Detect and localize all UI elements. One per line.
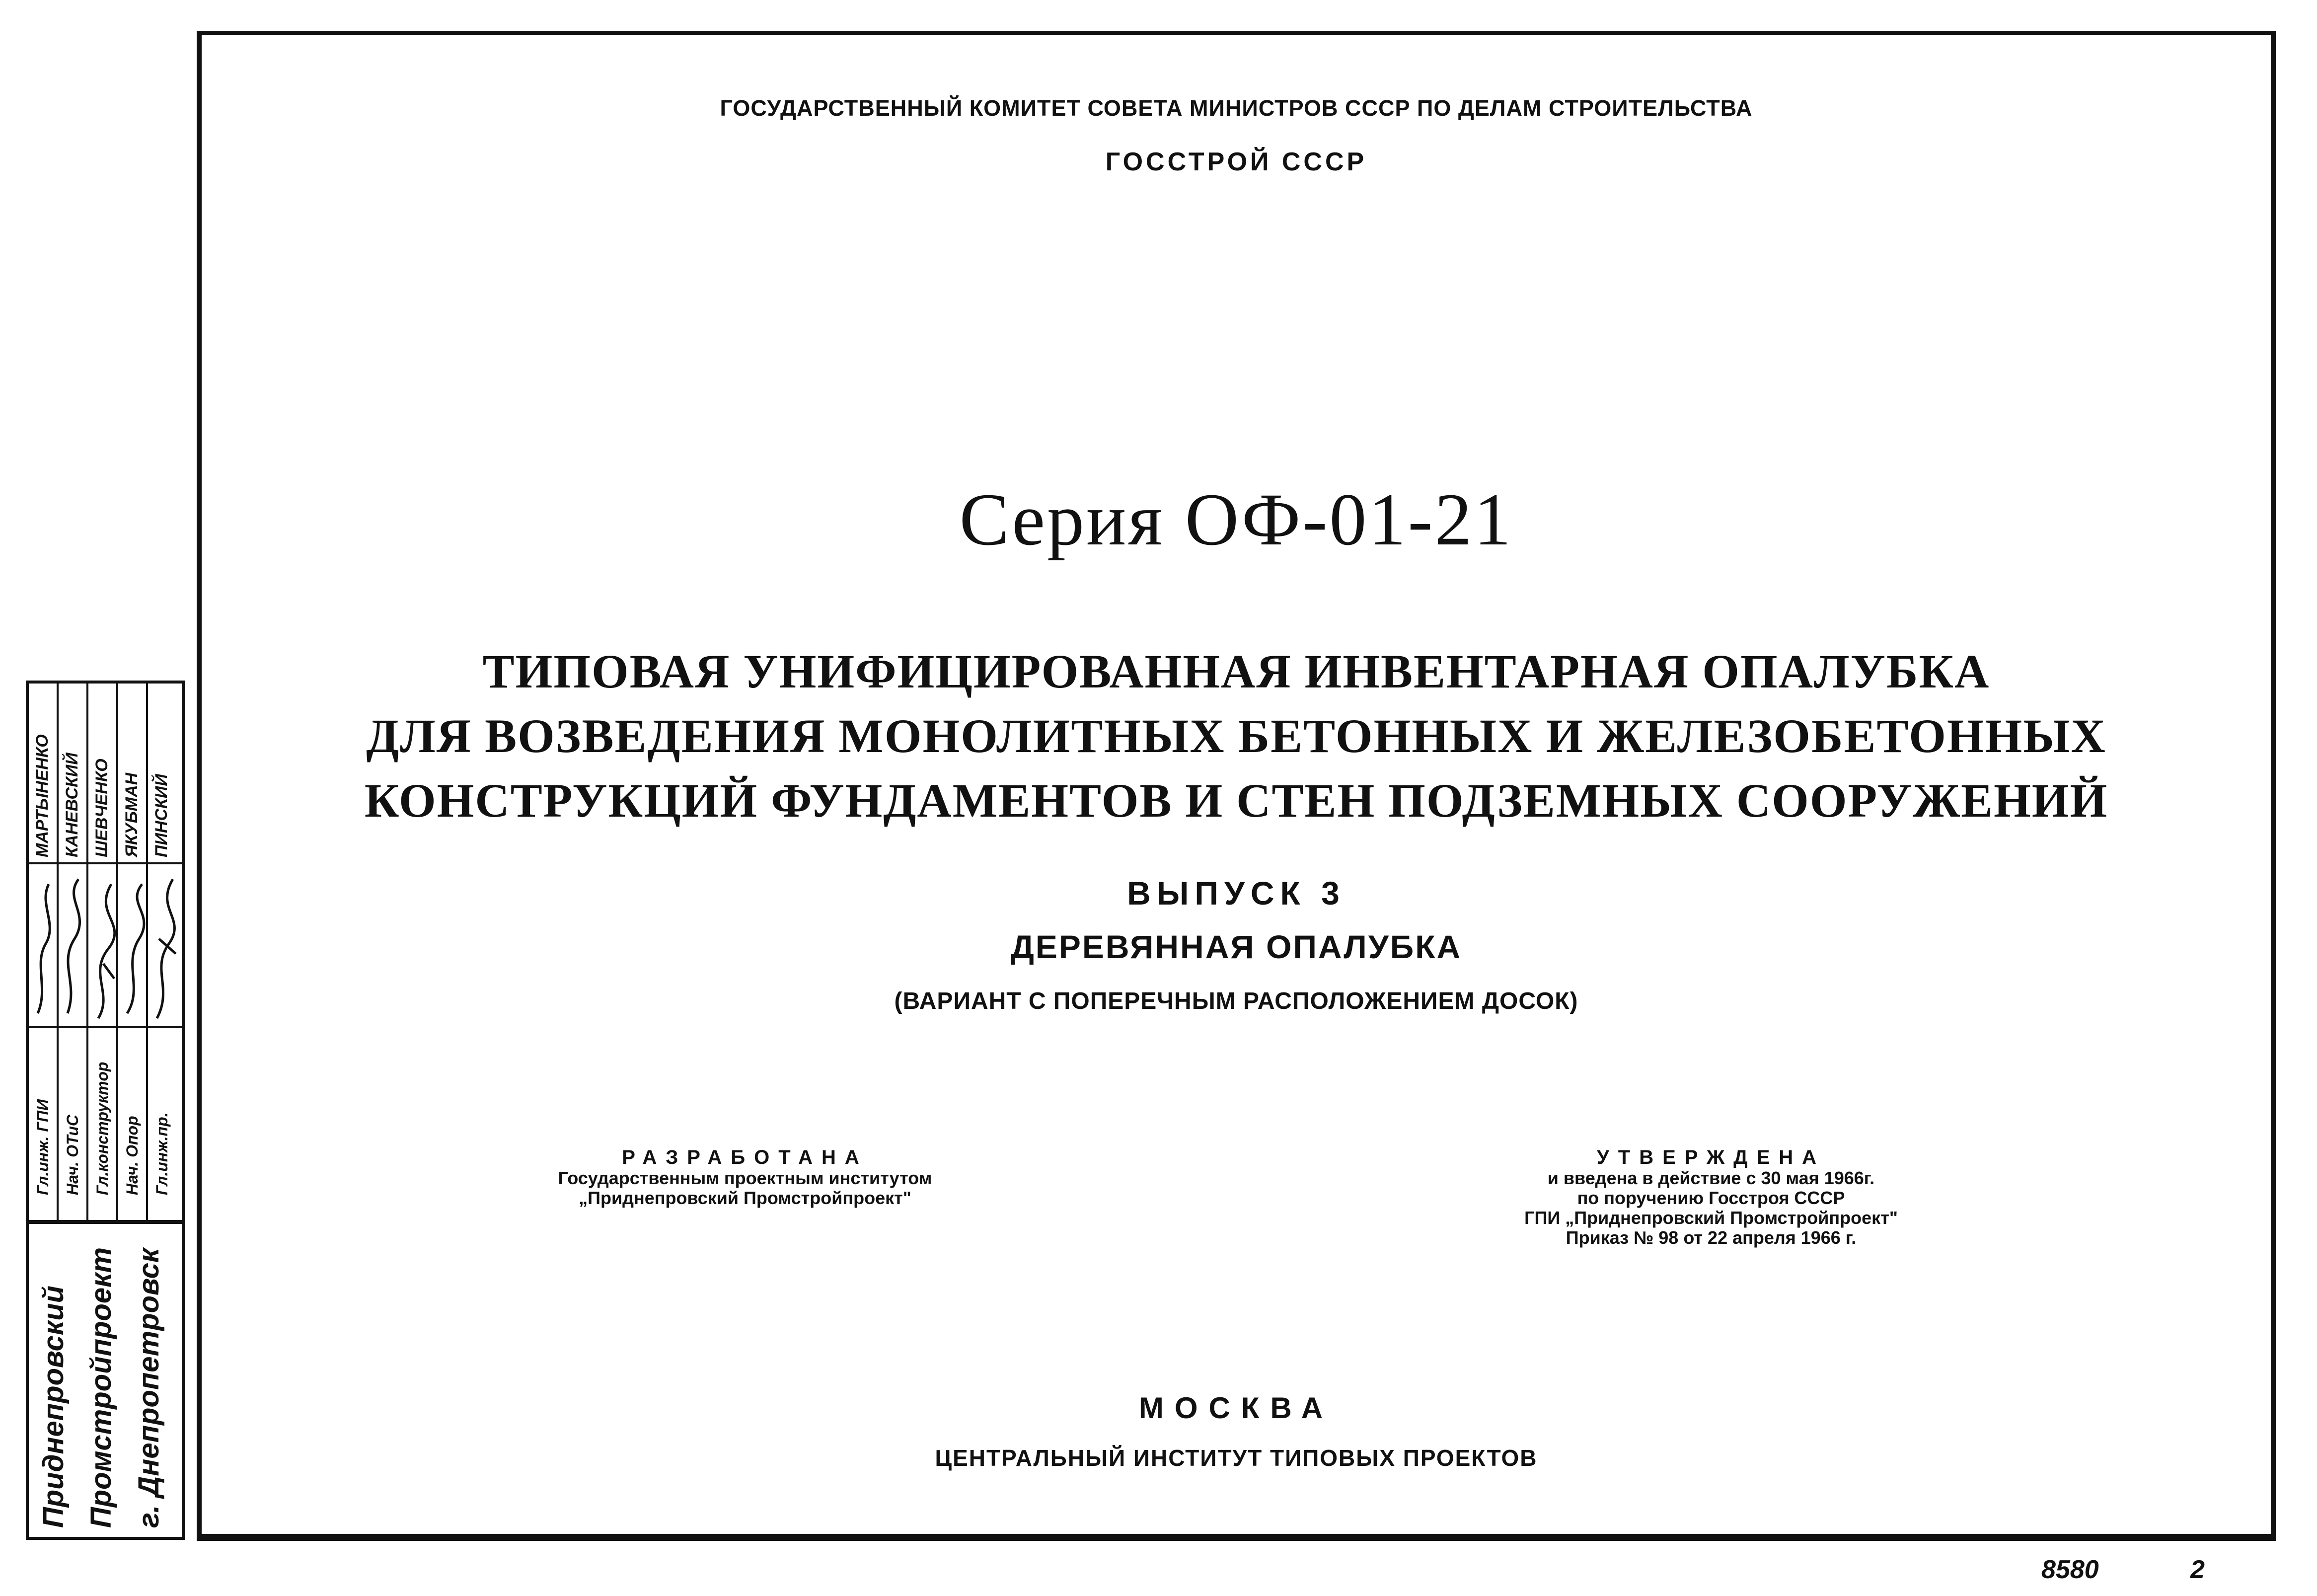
stamp-role: Гл.инж. ГПИ [34,1099,52,1195]
archive-number: 8580 [2041,1555,2099,1584]
developed-line: „Приднепровский Промстройпроект" [579,1188,911,1208]
developed-block [517,1146,973,1208]
stamp-name: ПИНСКИЙ [152,774,171,857]
approval-stamp [26,681,185,1540]
title-line-2: ДЛЯ ВОЗВЕДЕНИЯ МОНОЛИТНЫХ БЕТОННЫХ И ЖЕЛЕЗОБЕТОННЫХ [366,709,2106,762]
title-line-3: КОНСТРУКЦИЙ ФУНДАМЕНТОВ И СТЕН ПОДЗЕМНЫХ СООРУЖЕНИЙ [364,774,2108,827]
stamp-org-line: Промстройпроект [85,1247,117,1528]
committee-header: ГОСУДАРСТВЕННЫЙ КОМИТЕТ СОВЕТА МИНИСТРОВ СССР ПО ДЕЛАМ СТРОИТЕЛЬСТВА [720,95,1753,121]
issue-number: ВЫПУСК 3 [1127,875,1345,912]
approved-line: ГПИ „Приднепровский Промстройпроект" [1524,1208,1898,1228]
subtitle: ДЕРЕВЯННАЯ ОПАЛУБКА [1010,928,1462,965]
stamp-section-divider [29,1220,182,1224]
approved-heading: УТВЕРЖДЕНА [1596,1146,1826,1168]
stamp-name: ШЕВЧЕНКО [92,759,111,857]
stamp-signatures [29,864,183,1025]
org-header: ГОССТРОЙ СССР [1105,148,1367,176]
stamp-org-line: Приднепровский [37,1285,70,1528]
stamp-row-divider [29,1026,182,1028]
page-number: 2 [2190,1555,2205,1584]
approved-block [1450,1146,1972,1248]
stamp-name: МАРТЫНЕНКО [33,734,52,857]
approved-line: Приказ № 98 от 22 апреля 1966 г. [1566,1227,1857,1248]
stamp-role: Гл.инж.пр. [153,1112,171,1195]
publisher: ЦЕНТРАЛЬНЫЙ ИНСТИТУТ ТИПОВЫХ ПРОЕКТОВ [935,1445,1538,1471]
city: МОСКВА [1138,1391,1334,1425]
approved-line: и введена в действие с 30 мая 1966г. [1547,1168,1875,1188]
title-line-1: ТИПОВАЯ УНИФИЦИРОВАННАЯ ИНВЕНТАРНАЯ ОПАЛУБКА [482,645,1990,698]
stamp-org-line: г. Днепропетровск [133,1248,165,1528]
developed-heading: РАЗРАБОТАНА [622,1146,868,1168]
stamp-role: Нач. Опор [123,1116,141,1195]
stamp-name: ЯКУБМАН [122,772,141,857]
stamp-role: Гл.конструктор [93,1062,111,1195]
variant-note: (ВАРИАНТ С ПОПЕРЕЧНЫМ РАСПОЛОЖЕНИЕМ ДОСОК) [894,988,1578,1014]
stamp-name: КАНЕВСКИЙ [63,753,81,857]
stamp-role: Нач. ОТиС [64,1115,81,1195]
series-title: Серия ОФ-01-21 [959,478,1513,561]
developed-line: Государственным проектным институтом [558,1168,932,1188]
approved-line: по поручению Госстроя СССР [1577,1188,1845,1208]
